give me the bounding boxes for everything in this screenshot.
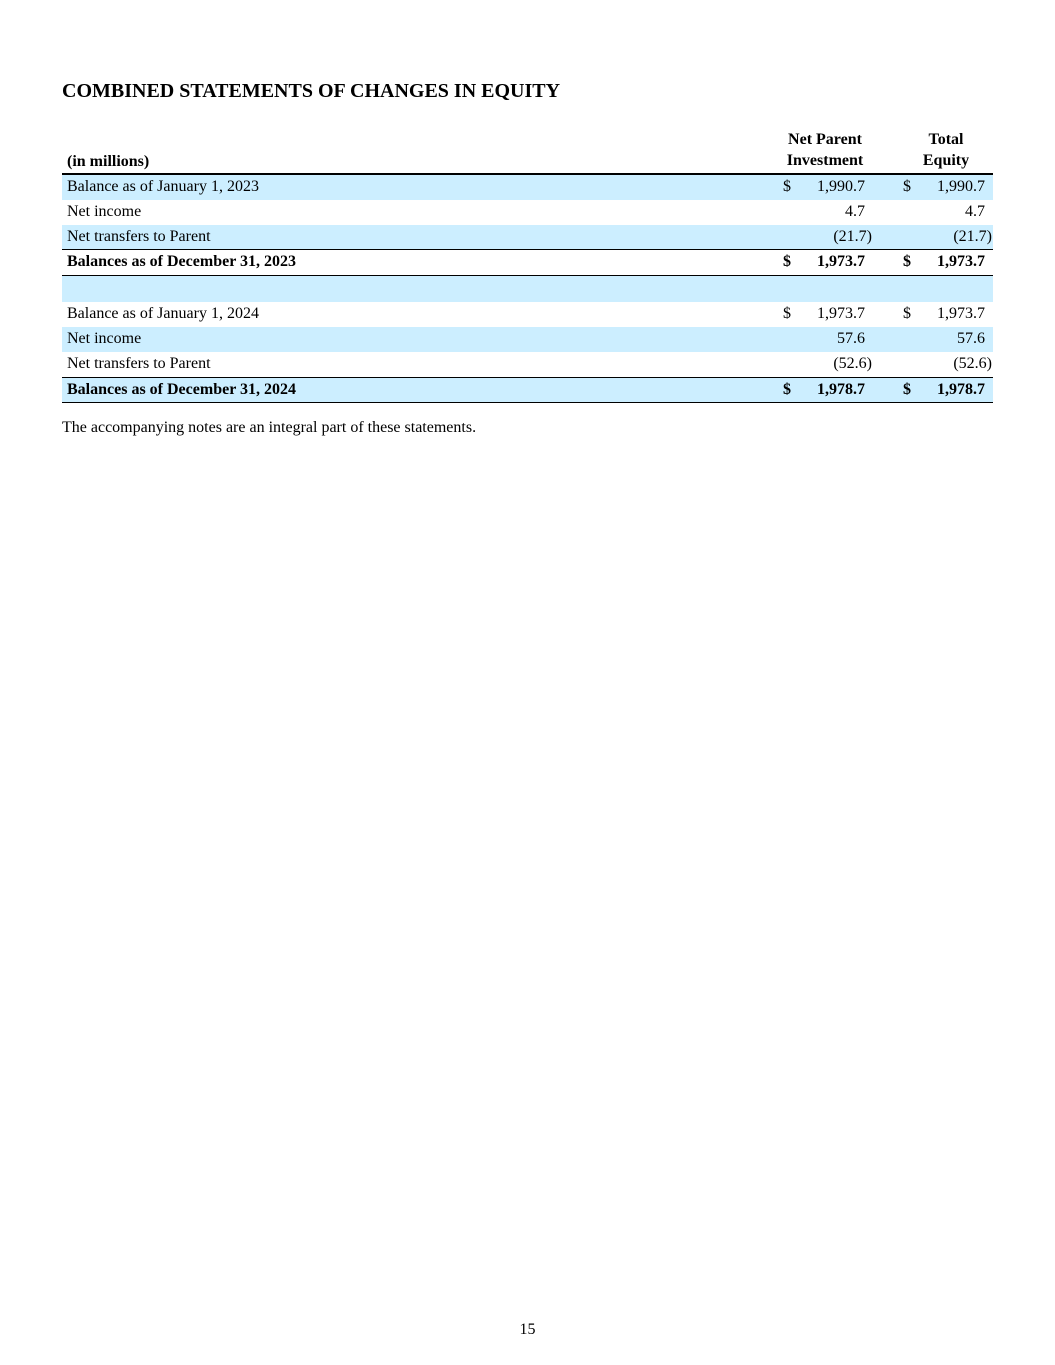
total-equity-value: (21.7) (953, 227, 992, 245)
net-parent-investment-value: 1,973.7 (817, 253, 865, 271)
row-label: Net income (67, 202, 142, 220)
total-equity-value: 1,978.7 (937, 380, 985, 398)
footnote: The accompanying notes are an integral part of these statements. (62, 419, 477, 436)
currency-symbol: $ (783, 380, 791, 398)
table-row (62, 200, 993, 225)
row-label: Balance as of January 1, 2024 (67, 305, 259, 323)
net-parent-investment-value: 1,973.7 (817, 305, 865, 323)
column-header-line: Net Parent (788, 131, 862, 148)
spacer-row (62, 276, 993, 302)
net-parent-investment-value: 57.6 (837, 329, 865, 347)
table-row-total (62, 250, 993, 276)
equity-table (62, 128, 993, 403)
units-label: (in millions) (67, 153, 150, 170)
table-row (62, 302, 993, 327)
row-label: Net income (67, 329, 142, 347)
total-equity-value: 1,990.7 (937, 178, 985, 195)
net-parent-investment-value: (52.6) (833, 354, 872, 372)
currency-symbol: $ (903, 253, 911, 271)
currency-symbol: $ (903, 178, 911, 195)
column-header-line: Equity (922, 152, 970, 169)
net-parent-investment-value: 1,990.7 (817, 178, 865, 195)
total-equity-value: (52.6) (953, 354, 992, 372)
table-row (62, 352, 993, 378)
row-label: Balances as of December 31, 2023 (67, 253, 296, 271)
column-header-total-equity (906, 129, 986, 171)
row-label: Balance as of January 1, 2023 (67, 178, 259, 195)
column-header-net-parent-investment (775, 129, 875, 171)
page-title: COMBINED STATEMENTS OF CHANGES IN EQUITY (62, 80, 561, 102)
table-row (62, 175, 993, 200)
total-equity-value: 1,973.7 (937, 253, 985, 271)
total-equity-value: 57.6 (957, 329, 985, 347)
currency-symbol: $ (783, 305, 791, 323)
currency-symbol: $ (783, 253, 791, 271)
table-row (62, 225, 993, 251)
column-header-line: Total (928, 131, 964, 148)
currency-symbol: $ (903, 380, 911, 398)
net-parent-investment-value: (21.7) (833, 227, 872, 245)
currency-symbol: $ (903, 305, 911, 323)
page-number: 15 (519, 1321, 536, 1338)
column-header-line: Investment (786, 152, 864, 169)
table-header (62, 128, 993, 175)
total-equity-value: 1,973.7 (937, 305, 985, 323)
net-parent-investment-value: 4.7 (845, 202, 865, 220)
net-parent-investment-value: 1,978.7 (817, 380, 865, 398)
table-row-total (62, 378, 993, 404)
row-label: Balances as of December 31, 2024 (67, 380, 296, 398)
row-label: Net transfers to Parent (67, 227, 211, 245)
total-equity-value: 4.7 (965, 202, 985, 220)
row-label: Net transfers to Parent (67, 354, 211, 372)
table-row (62, 327, 993, 352)
currency-symbol: $ (783, 178, 791, 195)
